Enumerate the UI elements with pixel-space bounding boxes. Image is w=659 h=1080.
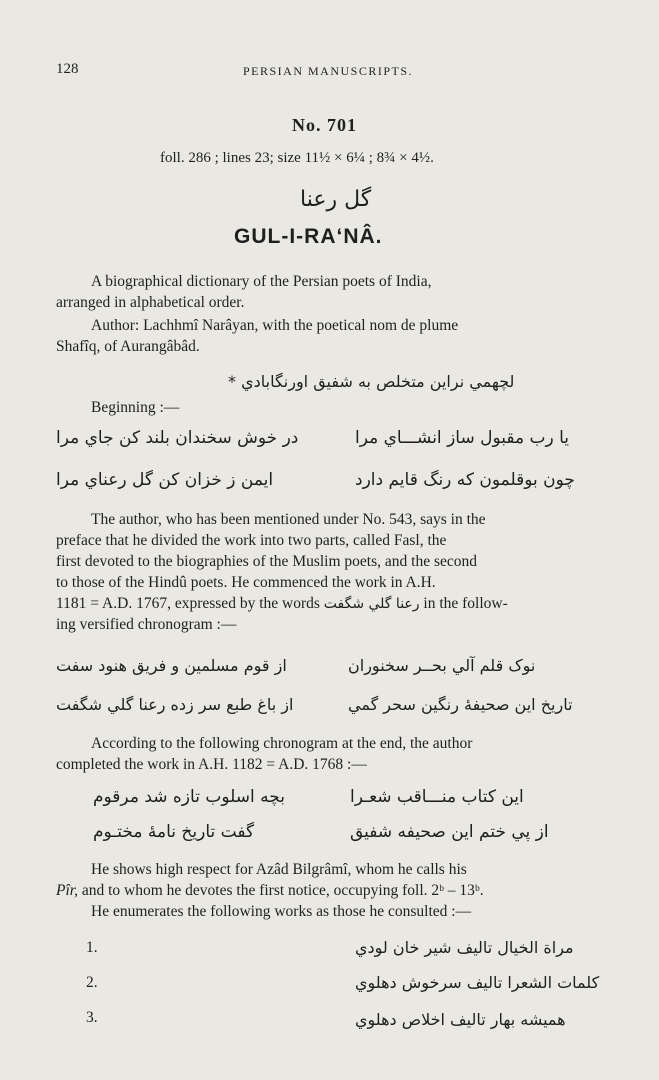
body3-line-2-text: and to whom he devotes the first notice, occupying foll. 2ᵇ – 13ᵇ.: [81, 882, 484, 899]
description-line-1: A biographical dictionary of the Persian poets of India,: [91, 273, 432, 290]
title-persian: گل رعنا: [300, 187, 372, 212]
chrono2-1-left: بچه اسلوب تازه شد مرقوم: [93, 787, 285, 807]
work-3-title: هميشه بهار تاليف اخلاص دهلوي: [355, 1010, 566, 1029]
description-line-2: arranged in alphabetical order.: [56, 294, 245, 311]
work-2-number: 2.: [86, 974, 98, 991]
body1-line-6: ing versified chronogram :—: [56, 616, 237, 633]
body3-line-1: He shows high respect for Azâd Bilgrâmî, whom he calls his: [91, 861, 467, 878]
chrono2-2-right: از پي ختم اين صحيفه شفيق: [350, 822, 549, 842]
body1-line-1: The author, who has been mentioned under No. 543, says in the: [91, 511, 486, 528]
author-line-1: Author: Lachhmî Narâyan, with the poetical nom de plume: [91, 317, 459, 334]
running-title: PERSIAN MANUSCRIPTS.: [243, 64, 414, 78]
entry-details: foll. 286 ; lines 23; size 11½ × 6¼ ; 8¾ × 4½.: [160, 150, 434, 166]
couplet-1-right: يا رب مقبول ساز انشـــاي مرا: [355, 428, 570, 448]
body3-line-3: He enumerates the following works as those he consulted :—: [91, 903, 472, 920]
chrono1-2-left: از باغ طبع سر زده رعنا گلي شگفت: [56, 695, 294, 714]
body1-line-5-pre: 1181 = A.D. 1767, expressed by the words: [56, 595, 320, 612]
beginning-label: Beginning :—: [91, 399, 180, 416]
body1-line-5-persian: رعنا گلي شگفت: [323, 596, 420, 612]
body1-line-3: first devoted to the biographies of the Muslim poets, and the second: [56, 553, 477, 570]
author-persian: لچھمي نراين متخلص به شفيق اورنگابادي *: [228, 372, 515, 391]
chrono1-2-right: تاريخ اين صحيفهٔ رنگين سحر گمي: [348, 695, 573, 714]
author-line-2: Shafîq, of Aurangâbâd.: [56, 338, 200, 355]
body1-line-2: preface that he divided the work into two parts, called Fasl, the: [56, 532, 447, 549]
couplet-2-right: چون بوقلمون كه رنگ قايم دارد: [355, 470, 575, 490]
chrono1-1-right: نوک قلم آلي بحــر سخنوران: [348, 656, 536, 675]
chrono2-2-left: گفت تاريخ نامهٔ مختـوم: [93, 822, 255, 842]
body1-line-5-post: in the follow-: [423, 595, 508, 612]
body3-line-2: [56, 881, 484, 902]
work-2-title: كلمات الشعرا تاليف سرخوش دهلوي: [355, 973, 600, 992]
couplet-2-left: ايمن ز خزان كن گل رعناي مرا: [56, 470, 274, 490]
couplet-1-left: در خوش سخندان بلند كن جاي مرا: [56, 428, 299, 448]
entry-title: GUL-I-RA‘NÂ.: [234, 225, 383, 248]
work-1-title: مراة الخيال تاليف شير خان لودي: [355, 938, 574, 957]
body1-line-5: [56, 594, 508, 615]
body1-line-4: to those of the Hindû poets. He commenced the work in A.H.: [56, 574, 436, 591]
chrono2-1-right: اين كتاب منـــاقب شعـرا: [350, 787, 524, 807]
pir-word: Pîr,: [56, 882, 78, 899]
work-3-number: 3.: [86, 1009, 98, 1026]
body2-line-2: completed the work in A.H. 1182 = A.D. 1768 :—: [56, 756, 367, 773]
page-number: 128: [56, 61, 79, 77]
entry-number: No. 701: [292, 115, 357, 135]
work-1-number: 1.: [86, 939, 98, 956]
chrono1-1-left: از قوم مسلمين و فريق هنود سفت: [56, 656, 287, 675]
body2-line-1: According to the following chronogram at the end, the author: [91, 735, 473, 752]
